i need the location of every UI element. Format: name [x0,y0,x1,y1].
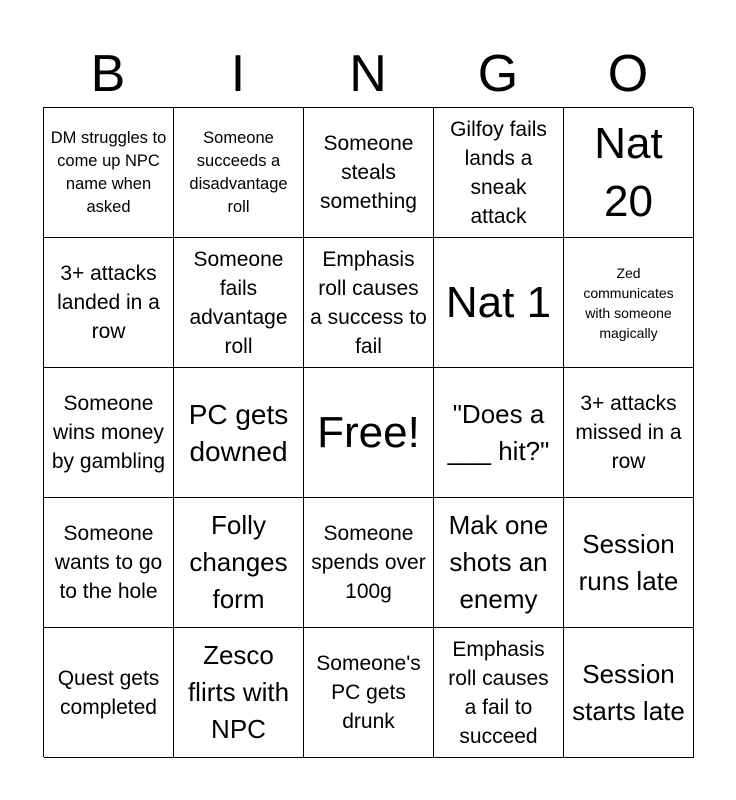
cell-text: Someone wins money by gambling [51,392,166,473]
free-space-cell[interactable] [304,368,434,498]
cell-text: Emphasis roll causes a fail to succeed [448,637,549,748]
cell-text: Someone fails advantage roll [189,247,288,358]
cell-text: PC gets downed [188,398,289,467]
bingo-cell[interactable] [44,108,174,238]
bingo-cell[interactable] [44,628,174,758]
bingo-cell[interactable] [564,238,694,368]
cell-text: Someone succeeds a disadvantage roll [189,128,288,216]
bingo-cell[interactable] [434,628,564,758]
cell-text: 3+ attacks landed in a row [57,262,160,343]
cell-text: Zed communicates with someone magically [583,264,674,341]
bingo-cell[interactable] [434,368,564,498]
header-letter-o: O [607,45,649,103]
bingo-cell[interactable] [174,238,304,368]
cell-text: Emphasis roll causes a success to fail [310,247,427,358]
bingo-cell[interactable] [174,108,304,238]
cell-text: Nat 1 [445,277,552,327]
header-letter-n: N [349,45,387,103]
cell-text: Mak one shots an enemy [448,510,549,614]
bingo-cell[interactable] [174,628,304,758]
bingo-cell[interactable] [564,368,694,498]
cell-text: Session runs late [578,528,679,596]
bingo-grid [43,107,693,757]
bingo-cell[interactable] [434,238,564,368]
cell-text: Gilfoy fails lands a sneak attack [450,117,547,228]
cell-text: Someone wants to go to the hole [54,522,163,603]
cell-text: Session starts late [572,658,685,726]
header-letter-i: I [230,45,246,103]
cell-text: DM struggles to come up NPC name when asked [50,128,167,216]
free-space-text: Free! [317,407,420,457]
bingo-cell[interactable] [304,238,434,368]
bingo-cell[interactable] [304,498,434,628]
bingo-cell[interactable] [434,108,564,238]
bingo-cell[interactable] [304,628,434,758]
bingo-cell[interactable] [564,628,694,758]
bingo-cell[interactable] [44,238,174,368]
cell-text: 3+ attacks missed in a row [575,392,682,473]
cell-text: Nat 20 [594,118,663,226]
cell-text: Quest gets completed [57,666,160,719]
bingo-cell[interactable] [44,368,174,498]
header-letter-g: G [477,45,519,103]
bingo-cell[interactable] [564,108,694,238]
bingo-cell[interactable] [174,368,304,498]
cell-text: Someone spends over 100g [311,522,426,603]
cell-text: "Does a ___ hit?" [447,398,550,466]
bingo-cell[interactable] [44,498,174,628]
bingo-cell[interactable] [434,498,564,628]
cell-text: Zesco flirts with NPC [187,640,290,744]
cell-text: Someone steals something [320,132,417,213]
bingo-cell[interactable] [174,498,304,628]
header-letter-b: B [90,45,126,103]
bingo-cell[interactable] [564,498,694,628]
bingo-cell[interactable] [304,108,434,238]
cell-text: Folly changes form [189,510,288,614]
cell-text: Someone's PC gets drunk [316,652,421,733]
bingo-header [43,40,693,108]
